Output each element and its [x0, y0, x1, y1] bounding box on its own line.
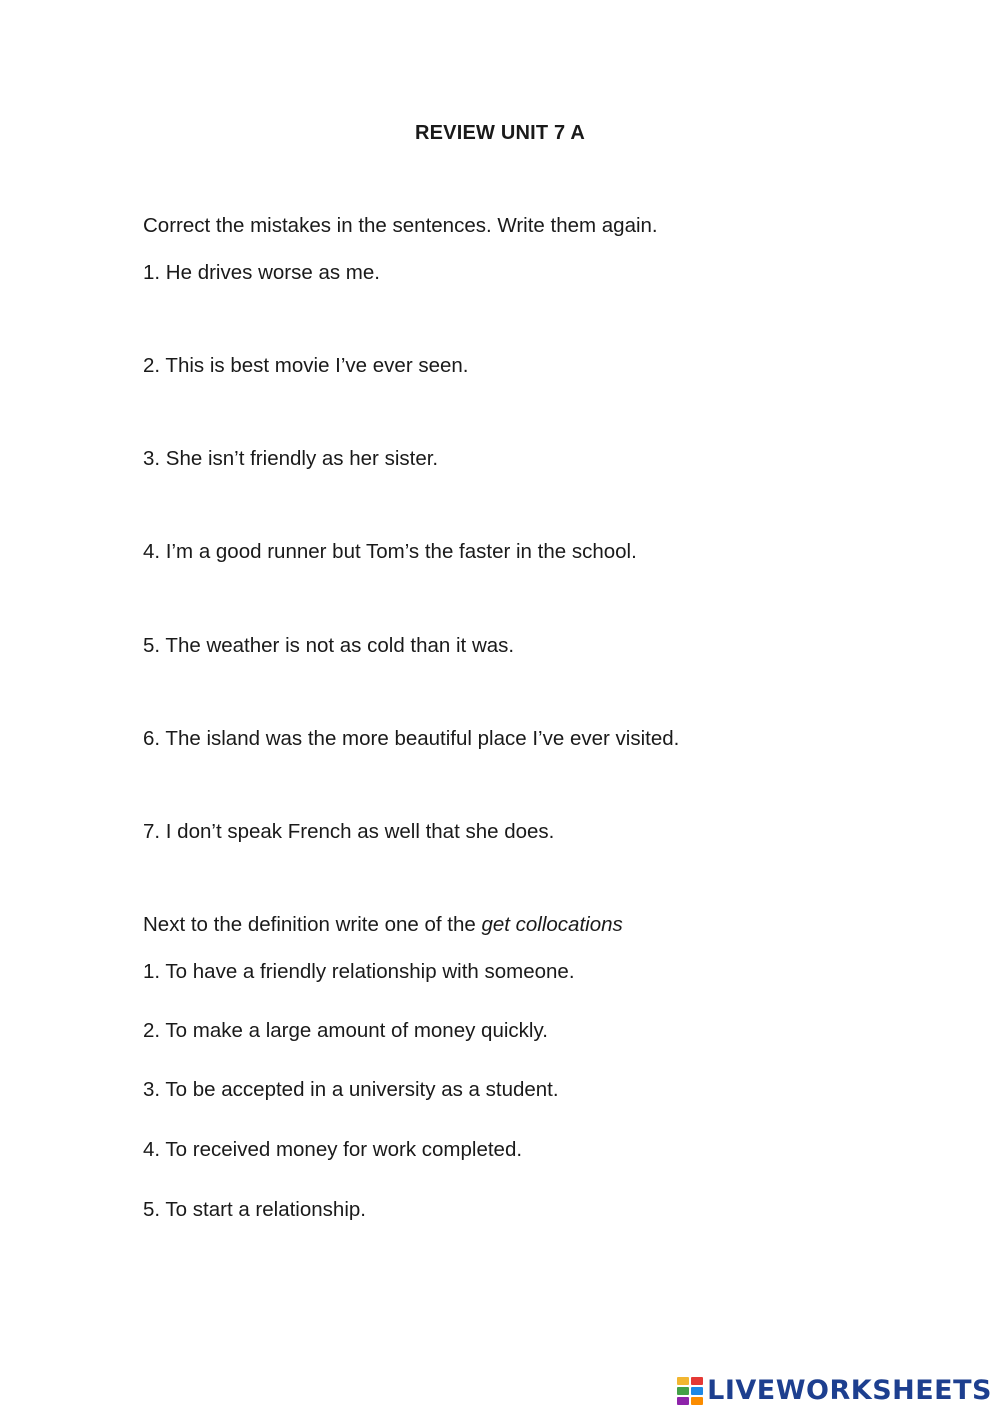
section1-item-6: 6. The island was the more beautiful place I’ve ever visited.	[143, 727, 680, 750]
watermark-text: LIVEWORKSHEETS	[707, 1375, 992, 1406]
liveworksheets-logo-icon	[677, 1377, 703, 1405]
section2-item-4: 4. To received money for work completed.	[143, 1138, 523, 1161]
section2-item-2: 2. To make a large amount of money quickly.	[143, 1019, 548, 1042]
section1-item-1: 1. He drives worse as me.	[143, 261, 380, 284]
section2-instruction-prefix: Next to the definition write one of the	[143, 913, 482, 936]
section1-item-2: 2. This is best movie I’ve ever seen.	[143, 354, 469, 377]
section1-instruction: Correct the mistakes in the sentences. Write them again.	[143, 214, 658, 237]
section1-item-7: 7. I don’t speak French as well that she does.	[143, 820, 555, 843]
section2-item-3: 3. To be accepted in a university as a student.	[143, 1078, 559, 1101]
section2-instruction-emphasis: get collocations	[481, 913, 623, 936]
section1-item-4: 4. I’m a good runner but Tom’s the faster in the school.	[143, 540, 637, 563]
worksheet-title: REVIEW UNIT 7 A	[414, 122, 586, 144]
liveworksheets-watermark	[677, 1375, 992, 1407]
section1-item-3: 3. She isn’t friendly as her sister.	[143, 447, 439, 470]
section2-item-1: 1. To have a friendly relationship with someone.	[143, 960, 575, 983]
section2-instruction	[143, 913, 623, 937]
section2-item-5: 5. To start a relationship.	[143, 1198, 366, 1221]
section1-item-5: 5. The weather is not as cold than it was.	[143, 634, 515, 657]
